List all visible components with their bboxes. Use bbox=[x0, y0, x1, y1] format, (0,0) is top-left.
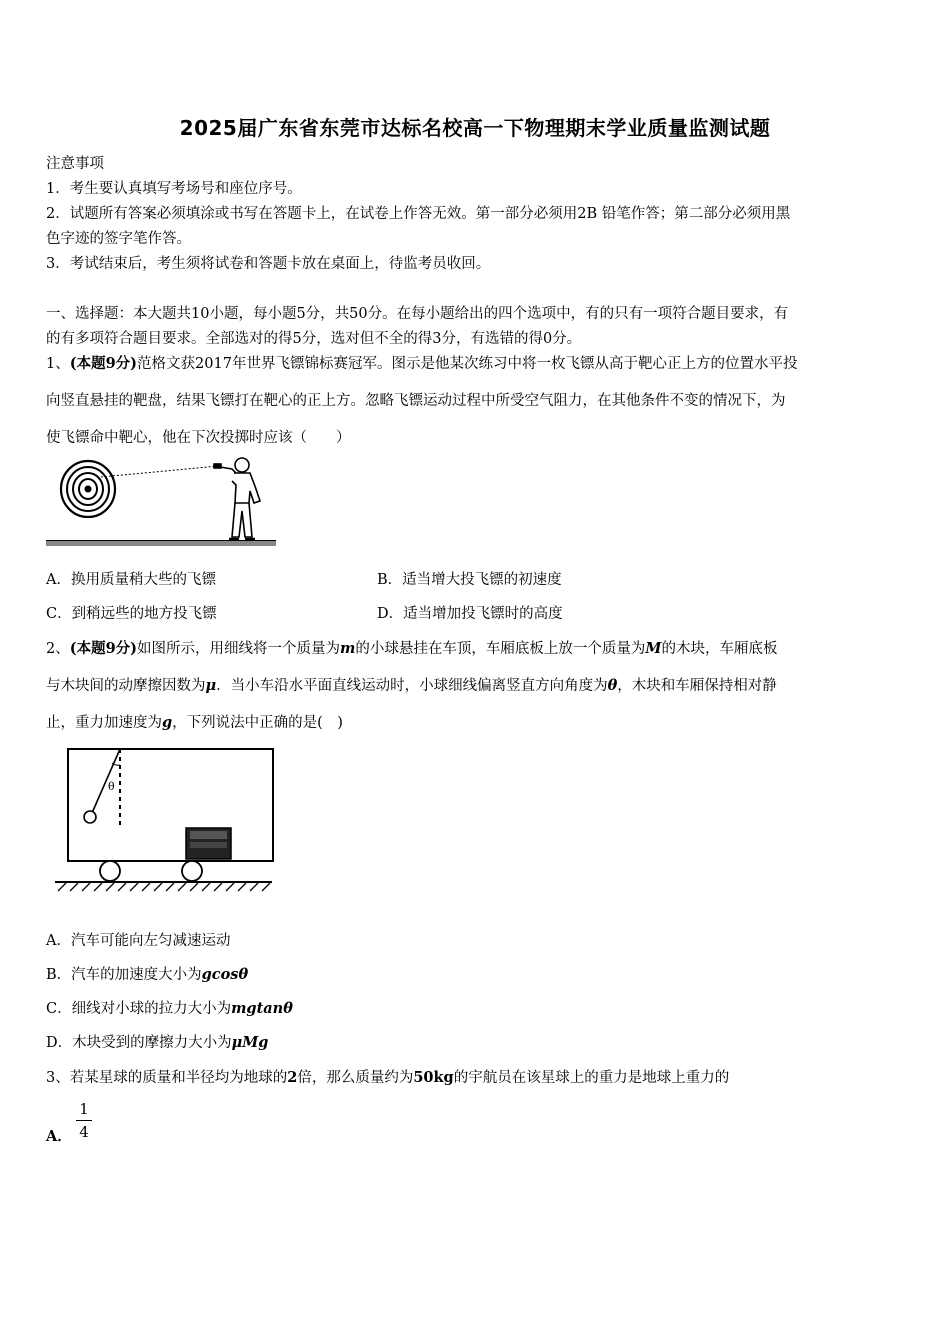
dart-throw-figure bbox=[46, 455, 276, 547]
notice-item-1: 1．考生要认真填写考场号和座位序号。 bbox=[46, 181, 302, 197]
q3-text-c: 的宇航员在该星球上的重力是地球上重力的 bbox=[453, 1070, 730, 1086]
q1-text-1: 范格文获2017年世界飞镖锦标赛冠军。图示是他某次练习中将一枚飞镖从高于靶心正上方的位置水平投 bbox=[137, 356, 798, 372]
q2-number: 2、 bbox=[46, 641, 70, 657]
dartboard-icon bbox=[61, 461, 115, 517]
q2-text-3b: ，下列说法中正确的是( ) bbox=[172, 715, 343, 731]
fraction-denominator: 4 bbox=[79, 1123, 89, 1141]
thrower-person-icon bbox=[214, 458, 260, 539]
notice-heading: 注意事项 bbox=[46, 156, 104, 172]
cart-wheel-left bbox=[100, 861, 120, 881]
q2-option-b-text: B．汽车的加速度大小为 bbox=[46, 967, 202, 983]
q2-option-b-expr: gcosθ bbox=[201, 966, 249, 983]
q2-option-c-text: C．细线对小球的拉力大小为 bbox=[46, 1001, 232, 1017]
q3-option-a-fraction[interactable] bbox=[76, 1100, 92, 1141]
cart-wheel-right bbox=[182, 861, 202, 881]
q3-line-1 bbox=[46, 1066, 729, 1087]
cart-body bbox=[68, 749, 273, 861]
q2-text-2c: ，木块和车厢保持相对静 bbox=[617, 678, 777, 694]
q2-var-M: M bbox=[645, 640, 662, 657]
pendulum-ball bbox=[84, 811, 96, 823]
q1-option-a[interactable]: A．换用质量稍大些的飞镖 bbox=[46, 572, 216, 588]
q2-text-1c: 的木块，车厢底板 bbox=[661, 641, 778, 657]
q1-option-b[interactable]: B．适当增大投飞镖的初速度 bbox=[377, 572, 562, 588]
q1-line-2: 向竖直悬挂的靶盘，结果飞镖打在靶心的正上方。忽略飞镖运动过程中所受空气阻力，在其他条件不变的情况下，为 bbox=[46, 393, 786, 409]
section-line-1: 一、选择题：本大题共10小题，每小题5分，共50分。在每小题给出的四个选项中，有的只有一项符合题目要求，有 bbox=[46, 306, 789, 322]
cart-pendulum-figure bbox=[50, 745, 275, 895]
q1-line-3: 使飞镖命中靶心，他在下次投掷时应该（ ） bbox=[46, 430, 351, 446]
q2-var-theta: θ bbox=[607, 677, 618, 694]
section-line-2: 的有多项符合题目要求。全部选对的得5分，选对但不全的得3分，有选错的得0分。 bbox=[46, 331, 582, 347]
q2-option-d[interactable] bbox=[46, 1031, 268, 1052]
notice-item-2-cont: 色字迹的签字笔作答。 bbox=[46, 231, 191, 247]
q2-option-d-expr: μMg bbox=[231, 1034, 269, 1051]
q2-option-c[interactable] bbox=[46, 997, 293, 1018]
q1-number: 1、 bbox=[46, 356, 70, 372]
q2-var-mu: μ bbox=[205, 677, 217, 694]
q2-option-d-text: D．木块受到的摩擦力大小为 bbox=[46, 1035, 232, 1051]
floor-ground bbox=[46, 541, 276, 546]
q3-text-b: 倍，那么质量约为 bbox=[297, 1070, 414, 1086]
q2-text-2b: ．当小车沿水平面直线运动时，小球细线偏离竖直方向角度为 bbox=[216, 678, 608, 694]
q2-var-m: m bbox=[340, 640, 356, 657]
q2-option-c-expr: mgtanθ bbox=[231, 1000, 293, 1017]
wooden-block bbox=[186, 828, 231, 859]
q2-option-a[interactable]: A．汽车可能向左匀减速运动 bbox=[46, 933, 231, 949]
q3-factor: 2 bbox=[287, 1069, 298, 1086]
q2-var-g: g bbox=[162, 714, 173, 731]
q1-option-d[interactable]: D．适当增加投飞镖时的高度 bbox=[377, 606, 563, 622]
q2-text-3a: 止，重力加速度为 bbox=[46, 715, 162, 731]
dart-trajectory-line bbox=[101, 466, 218, 477]
q2-line-1 bbox=[46, 637, 777, 658]
q2-text-1b: 的小球悬挂在车顶，车厢底板上放一个质量为 bbox=[355, 641, 646, 657]
q3-option-a-label[interactable]: A． bbox=[46, 1128, 72, 1145]
q2-text-1a: 如图所示，用细线将一个质量为 bbox=[137, 641, 341, 657]
fraction-bar bbox=[76, 1120, 92, 1121]
ground-hatching bbox=[55, 882, 272, 891]
pendulum-string bbox=[92, 749, 120, 813]
q3-number: 3、 bbox=[46, 1070, 70, 1086]
angle-theta-label: θ bbox=[108, 780, 115, 793]
q3-mass: 50kg bbox=[413, 1069, 454, 1086]
q2-line-2 bbox=[46, 674, 777, 695]
q1-option-c[interactable]: C．到稍远些的地方投飞镖 bbox=[46, 606, 217, 622]
q2-option-b[interactable] bbox=[46, 963, 248, 984]
q2-text-2a: 与木块间的动摩擦因数为 bbox=[46, 678, 206, 694]
notice-item-3: 3．考试结束后，考生须将试卷和答题卡放在桌面上，待监考员收回。 bbox=[46, 256, 491, 272]
notice-item-2: 2．试题所有答案必须填涂或书写在答题卡上，在试卷上作答无效。第一部分必须用2B 铅笔作答；第二部分必须用黑 bbox=[46, 206, 791, 222]
q1-line-1 bbox=[46, 352, 797, 373]
q2-line-3 bbox=[46, 711, 343, 732]
q3-text-a: 若某星球的质量和半径均为地球的 bbox=[69, 1070, 288, 1086]
q1-score-tag: (本题9分) bbox=[69, 355, 138, 372]
page-title: 2025届广东省东莞市达标名校高一下物理期末学业质量监测试题 bbox=[179, 116, 771, 140]
q2-score-tag: (本题9分) bbox=[69, 640, 138, 657]
fraction-numerator: 1 bbox=[79, 1100, 89, 1118]
